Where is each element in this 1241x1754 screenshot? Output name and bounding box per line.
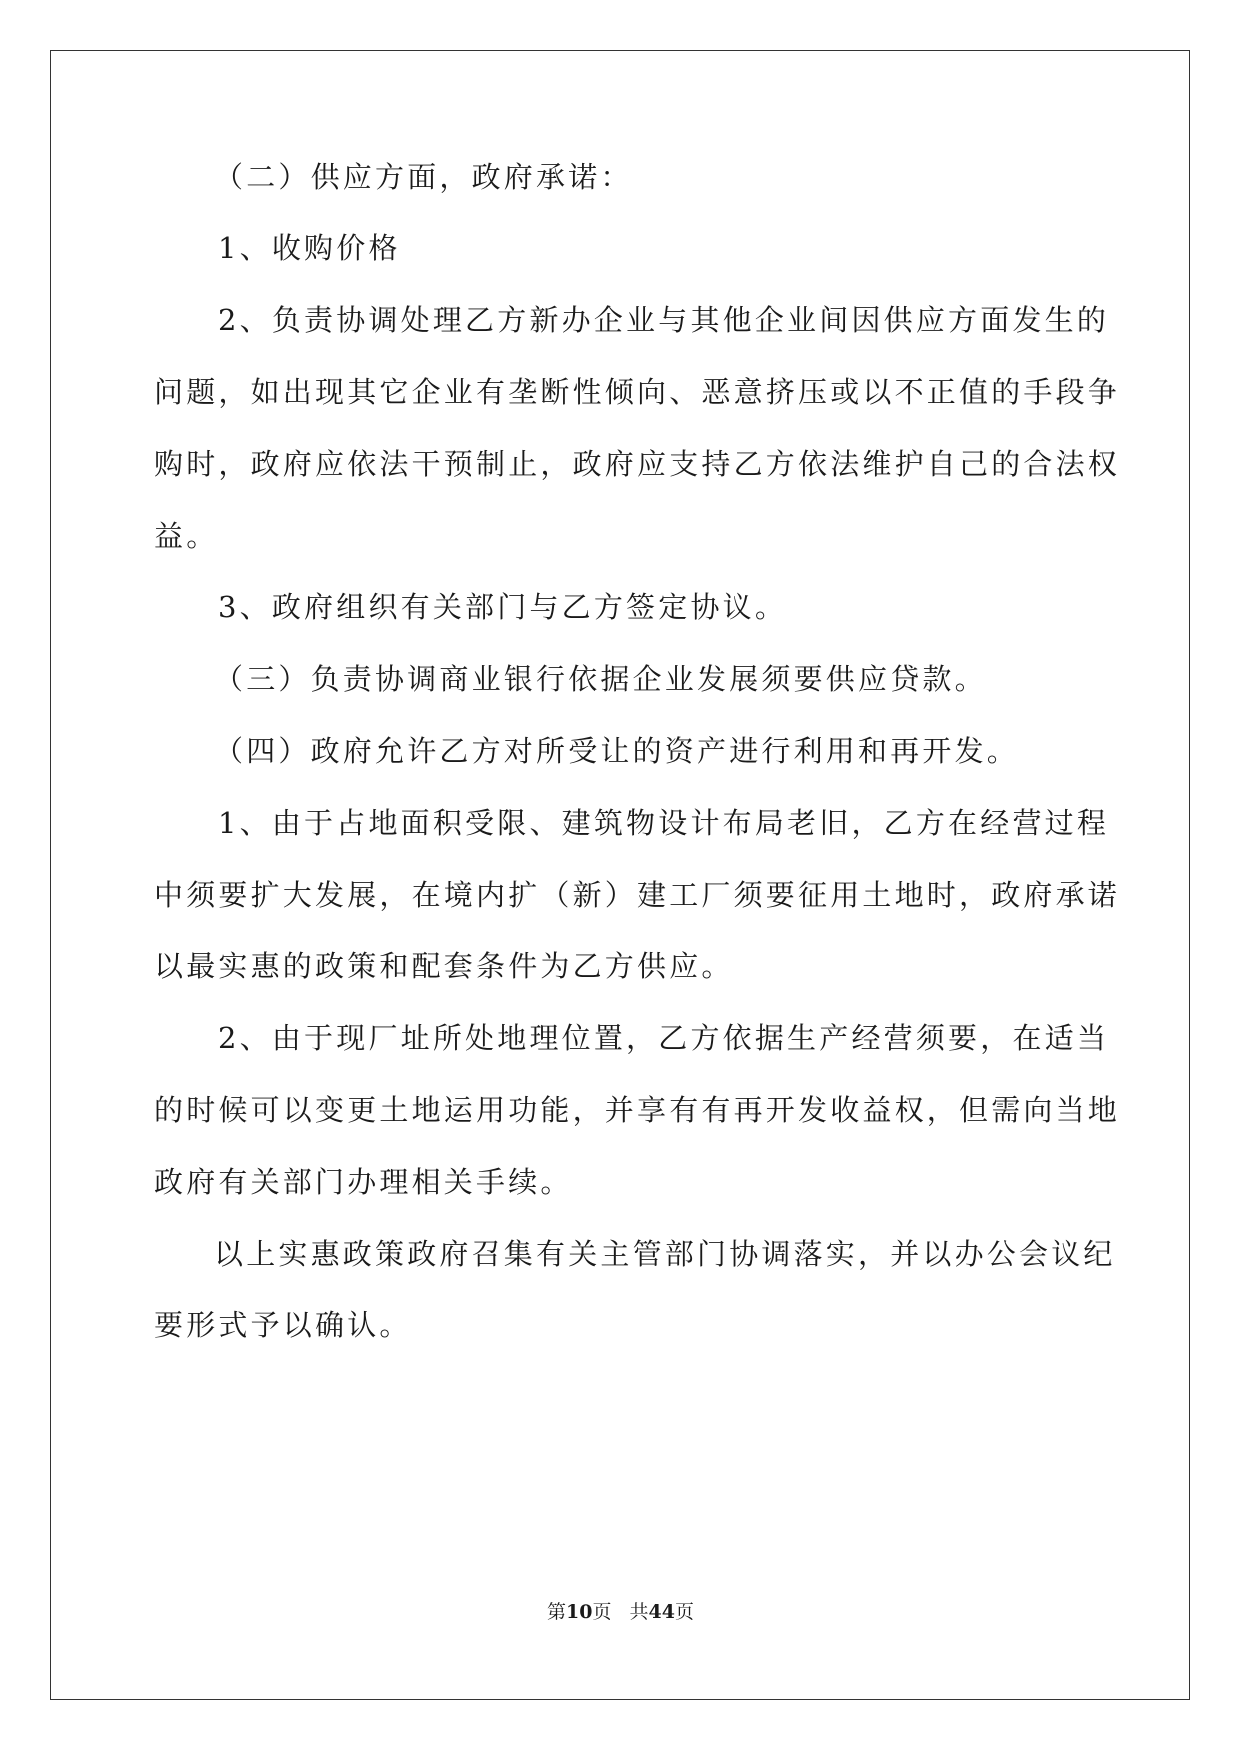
text-line: 以上实惠政策政府召集有关主管部门协调落实，并以办公会议纪: [214, 1237, 1116, 1271]
page-suffix: 页: [592, 1601, 612, 1623]
text-line: 2、由于现厂址所处地理位置，乙方依据生产经营须要，在适当: [218, 1021, 1110, 1055]
text-line: 中须要扩大发展，在境内扩（新）建工厂须要征用土地时，政府承诺: [154, 878, 1121, 912]
total-suffix: 页: [674, 1601, 694, 1623]
text-line: 问题，如出现其它企业有垄断性倾向、恶意挤压或以不正值的手段争: [154, 375, 1121, 409]
text-line: 以最实惠的政策和配套条件为乙方供应。: [154, 949, 734, 983]
text-line: 要形式予以确认。: [154, 1308, 412, 1342]
page-number: 10: [566, 1601, 593, 1623]
text-line: （二）供应方面，政府承诺：: [214, 160, 633, 194]
text-line: 1、收购价格: [218, 231, 401, 265]
text-line: （四）政府允许乙方对所受让的资产进行利用和再开发。: [214, 734, 1020, 768]
text-line: 的时候可以变更土地运用功能，并享有有再开发收益权，但需向当地: [154, 1093, 1121, 1127]
text-line: 1、由于占地面积受限、建筑物设计布局老旧，乙方在经营过程: [218, 806, 1110, 840]
total-pages: 44: [648, 1601, 675, 1623]
text-line: （三）负责协调商业银行依据企业发展须要供应贷款。: [214, 662, 987, 696]
text-line: 政府有关部门办理相关手续。: [154, 1165, 573, 1199]
total-prefix: 共: [629, 1601, 649, 1623]
page-prefix: 第: [547, 1601, 567, 1623]
text-line: 3、政府组织有关部门与乙方签定协议。: [218, 590, 788, 624]
text-line: 购时，政府应依法干预制止，政府应支持乙方依法维护自己的合法权: [154, 447, 1121, 481]
page-footer: [0, 1600, 1241, 1624]
text-line: 2、负责协调处理乙方新办企业与其他企业间因供应方面发生的: [218, 303, 1110, 337]
text-line: 益。: [154, 519, 219, 553]
